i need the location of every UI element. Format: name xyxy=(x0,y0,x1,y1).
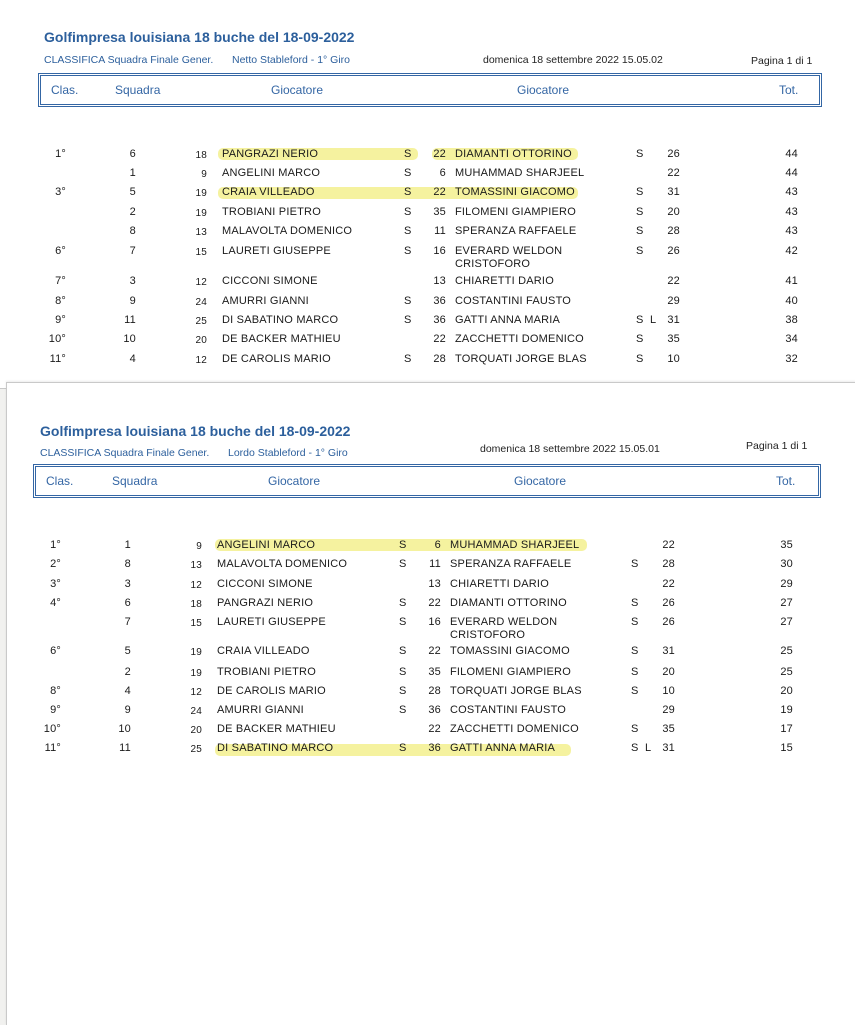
team-cell: 11 xyxy=(124,314,136,326)
total-cell: 17 xyxy=(780,723,793,735)
flag-cell: S xyxy=(399,539,407,551)
handicap-cell: 22 xyxy=(433,333,446,345)
rank-cell: 9° xyxy=(55,314,66,326)
player-name-cell: PANGRAZI NERIO xyxy=(222,148,319,160)
handicap-cell: 12 xyxy=(195,355,207,366)
flag-cell: S xyxy=(636,206,644,218)
points-cell: 31 xyxy=(667,314,680,326)
table-row xyxy=(0,578,850,596)
handicap-cell: 13 xyxy=(195,227,207,238)
handicap-cell: 28 xyxy=(433,353,446,365)
player-name-cell: COSTANTINI FAUSTO xyxy=(450,704,567,716)
player-name-cell: TORQUATI JORGE BLAS xyxy=(455,353,587,365)
handicap-cell: 19 xyxy=(195,208,207,219)
player-name-cell: TOMASSINI GIACOMO xyxy=(450,645,570,657)
player-name-cell: ZACCHETTI DOMENICO xyxy=(450,723,579,735)
points-cell: 10 xyxy=(662,685,675,697)
table-row xyxy=(0,723,850,741)
player-name-cell: DIAMANTI OTTORINO xyxy=(455,148,572,160)
flag-cell: S xyxy=(404,295,412,307)
netto-page-number: Pagina 1 di 1 xyxy=(751,55,813,67)
handicap-cell: 12 xyxy=(190,687,202,698)
col-total-header: Tot. xyxy=(779,83,799,97)
handicap-cell: 6 xyxy=(439,167,446,179)
points-cell: 26 xyxy=(667,245,680,257)
lordo-column-header xyxy=(33,464,821,498)
flag-cell: S xyxy=(404,353,412,365)
total-cell: 32 xyxy=(785,353,798,365)
flag-cell: S xyxy=(404,186,412,198)
total-cell: 34 xyxy=(785,333,798,345)
netto-classification-sheet xyxy=(0,0,855,389)
flag-cell: S xyxy=(399,558,407,570)
rank-cell: 6° xyxy=(50,645,61,657)
team-cell: 4 xyxy=(129,353,136,365)
flag-cell: S xyxy=(404,314,412,326)
rank-cell: 2° xyxy=(50,558,61,570)
player-name-cell: COSTANTINI FAUSTO xyxy=(455,295,572,307)
total-cell: 43 xyxy=(785,225,798,237)
points-cell: 31 xyxy=(662,742,675,754)
total-cell: 42 xyxy=(785,245,798,257)
col-player1-header: Giocatore xyxy=(268,474,321,488)
table-row xyxy=(0,333,855,351)
handicap-cell: 22 xyxy=(433,186,446,198)
total-cell: 44 xyxy=(785,167,798,179)
player-name-cell: GATTI ANNA MARIA xyxy=(455,314,561,326)
table-row xyxy=(0,225,855,243)
lordo-scoring-type: Lordo Stableford - 1° Giro xyxy=(228,447,348,459)
handicap-cell: 15 xyxy=(195,247,207,258)
points-cell: 22 xyxy=(667,275,680,287)
netto-column-header xyxy=(38,73,822,107)
player-name-cell: AMURRI GIANNI xyxy=(222,295,309,307)
player-name-cell: CRAIA VILLEADO xyxy=(222,186,315,198)
flag-cell: S xyxy=(631,616,639,628)
team-cell: 9 xyxy=(129,295,136,307)
team-cell: 5 xyxy=(129,186,136,198)
handicap-cell: 9 xyxy=(201,169,207,180)
total-cell: 25 xyxy=(780,645,793,657)
team-cell: 11 xyxy=(119,742,131,754)
player-name-cell: DE CAROLIS MARIO xyxy=(222,353,331,365)
rank-cell: 11° xyxy=(44,742,61,754)
col-player2-header: Giocatore xyxy=(517,83,570,97)
flag-cell: S xyxy=(404,245,412,257)
col-player1-header: Giocatore xyxy=(271,83,324,97)
handicap-cell: 12 xyxy=(195,277,207,288)
handicap-cell: 16 xyxy=(433,245,446,257)
player-name-cell: EVERARD WELDON CRISTOFORO xyxy=(450,616,558,641)
handicap-cell: 13 xyxy=(428,578,441,590)
points-cell: 31 xyxy=(667,186,680,198)
player-name-cell: LAURETI GIUSEPPE xyxy=(217,616,326,628)
rank-cell: 10° xyxy=(48,333,66,345)
col-rank-header: Clas. xyxy=(51,83,79,97)
total-cell: 25 xyxy=(780,666,793,678)
player-name-cell: ANGELINI MARCO xyxy=(222,167,321,179)
player-name-cell: TOMASSINI GIACOMO xyxy=(455,186,575,198)
table-row xyxy=(0,148,855,166)
points-cell: 35 xyxy=(662,723,675,735)
table-row xyxy=(0,558,850,576)
handicap-cell: 25 xyxy=(195,316,207,327)
total-cell: 38 xyxy=(785,314,798,326)
points-cell: 20 xyxy=(667,206,680,218)
table-row xyxy=(0,539,850,557)
flag-cell: S xyxy=(636,245,644,257)
table-row xyxy=(0,645,850,663)
total-cell: 41 xyxy=(785,275,798,287)
team-cell: 10 xyxy=(118,723,131,735)
handicap-cell: 13 xyxy=(433,275,446,287)
player-name-cell: CICCONI SIMONE xyxy=(217,578,313,590)
table-row xyxy=(0,295,855,313)
flag-cell: S xyxy=(399,616,407,628)
player-name-cell: CHIARETTI DARIO xyxy=(455,275,554,287)
handicap-cell: 13 xyxy=(190,560,202,571)
player-name-cell: EVERARD WELDON CRISTOFORO xyxy=(455,245,563,270)
total-cell: 15 xyxy=(780,742,793,754)
team-cell: 1 xyxy=(129,167,136,179)
player-name-cell: MALAVOLTA DOMENICO xyxy=(222,225,353,237)
netto-datetime: domenica 18 settembre 2022 15.05.02 xyxy=(483,54,663,66)
team-cell: 3 xyxy=(129,275,136,287)
player-name-cell: MUHAMMAD SHARJEEL xyxy=(455,167,585,179)
table-row xyxy=(0,275,855,293)
flag-cell: S xyxy=(399,742,407,754)
player-name-cell: DI SABATINO MARCO xyxy=(222,314,339,326)
total-cell: 27 xyxy=(780,616,793,628)
flag-cell: S xyxy=(404,206,412,218)
handicap-cell: 19 xyxy=(190,647,202,658)
lordo-page-number: Pagina 1 di 1 xyxy=(746,440,808,452)
flag-cell: S xyxy=(631,723,639,735)
team-cell: 7 xyxy=(124,616,131,628)
player-name-cell: AMURRI GIANNI xyxy=(217,704,304,716)
rank-cell: 3° xyxy=(50,578,61,590)
flag-cell: S xyxy=(399,704,407,716)
points-cell: 29 xyxy=(667,295,680,307)
handicap-cell: 11 xyxy=(434,225,446,237)
lordo-title: Golfimpresa louisiana 18 buche del 18-09-2022 xyxy=(40,423,351,439)
lady-flag-cell: L xyxy=(650,314,657,326)
team-cell: 2 xyxy=(124,666,131,678)
team-cell: 5 xyxy=(124,645,131,657)
points-cell: 29 xyxy=(662,704,675,716)
flag-cell: S xyxy=(636,225,644,237)
flag-cell: S xyxy=(636,314,644,326)
total-cell: 30 xyxy=(780,558,793,570)
lady-flag-cell: L xyxy=(645,742,652,754)
flag-cell: S xyxy=(631,645,639,657)
total-cell: 19 xyxy=(780,704,793,716)
table-row xyxy=(0,206,855,224)
flag-cell: S xyxy=(404,167,412,179)
player-name-cell: ZACCHETTI DOMENICO xyxy=(455,333,584,345)
table-row xyxy=(0,314,855,332)
player-name-cell: MALAVOLTA DOMENICO xyxy=(217,558,348,570)
netto-subtitle: CLASSIFICA Squadra Finale Gener. xyxy=(44,54,214,66)
handicap-cell: 36 xyxy=(428,742,441,754)
handicap-cell: 19 xyxy=(195,188,207,199)
handicap-cell: 6 xyxy=(434,539,441,551)
team-cell: 9 xyxy=(124,704,131,716)
handicap-cell: 19 xyxy=(190,668,202,679)
points-cell: 26 xyxy=(662,597,675,609)
player-name-cell: MUHAMMAD SHARJEEL xyxy=(450,539,580,551)
total-cell: 35 xyxy=(780,539,793,551)
rank-cell: 1° xyxy=(50,539,61,551)
table-row xyxy=(0,597,850,615)
handicap-cell: 9 xyxy=(196,541,202,552)
team-cell: 8 xyxy=(129,225,136,237)
player-name-cell: FILOMENI GIAMPIERO xyxy=(455,206,576,218)
player-name-cell: SPERANZA RAFFAELE xyxy=(450,558,572,570)
table-row xyxy=(0,616,850,641)
handicap-cell: 36 xyxy=(428,704,441,716)
total-cell: 27 xyxy=(780,597,793,609)
player-name-cell: FILOMENI GIAMPIERO xyxy=(450,666,571,678)
handicap-cell: 18 xyxy=(195,150,207,161)
handicap-cell: 22 xyxy=(428,723,441,735)
player-name-cell: ANGELINI MARCO xyxy=(217,539,316,551)
handicap-cell: 11 xyxy=(429,558,441,570)
team-cell: 6 xyxy=(124,597,131,609)
flag-cell: S xyxy=(636,333,644,345)
col-total-header: Tot. xyxy=(776,474,796,488)
flag-cell: S xyxy=(631,597,639,609)
flag-cell: S xyxy=(636,148,644,160)
flag-cell: S xyxy=(631,742,639,754)
team-cell: 1 xyxy=(124,539,131,551)
lordo-datetime: domenica 18 settembre 2022 15.05.01 xyxy=(480,443,660,455)
rank-cell: 4° xyxy=(50,597,61,609)
handicap-cell: 24 xyxy=(190,706,202,717)
player-name-cell: DIAMANTI OTTORINO xyxy=(450,597,567,609)
handicap-cell: 25 xyxy=(190,744,202,755)
handicap-cell: 22 xyxy=(428,645,441,657)
player-name-cell: SPERANZA RAFFAELE xyxy=(455,225,577,237)
points-cell: 10 xyxy=(667,353,680,365)
table-row xyxy=(0,704,850,722)
handicap-cell: 12 xyxy=(190,580,202,591)
flag-cell: S xyxy=(399,645,407,657)
col-team-header: Squadra xyxy=(112,474,158,488)
player-name-cell: PANGRAZI NERIO xyxy=(217,597,314,609)
handicap-cell: 22 xyxy=(428,597,441,609)
netto-scoring-type: Netto Stableford - 1° Giro xyxy=(232,54,351,66)
flag-cell: S xyxy=(404,148,412,160)
rank-cell: 8° xyxy=(50,685,61,697)
player-name-cell: LAURETI GIUSEPPE xyxy=(222,245,331,257)
team-cell: 8 xyxy=(124,558,131,570)
player-name-cell: TROBIANI PIETRO xyxy=(217,666,316,678)
team-cell: 2 xyxy=(129,206,136,218)
team-cell: 3 xyxy=(124,578,131,590)
handicap-cell: 36 xyxy=(433,314,446,326)
lordo-subtitle: CLASSIFICA Squadra Finale Gener. xyxy=(40,447,210,459)
points-cell: 28 xyxy=(667,225,680,237)
flag-cell: S xyxy=(631,558,639,570)
rank-cell: 1° xyxy=(55,148,66,160)
team-cell: 4 xyxy=(124,685,131,697)
table-row xyxy=(0,685,850,703)
table-row xyxy=(0,245,855,270)
player-name-cell: CRAIA VILLEADO xyxy=(217,645,310,657)
points-cell: 28 xyxy=(662,558,675,570)
total-cell: 44 xyxy=(785,148,798,160)
handicap-cell: 15 xyxy=(190,618,202,629)
flag-cell: S xyxy=(399,597,407,609)
handicap-cell: 35 xyxy=(433,206,446,218)
flag-cell: S xyxy=(636,353,644,365)
points-cell: 35 xyxy=(667,333,680,345)
handicap-cell: 24 xyxy=(195,297,207,308)
rank-cell: 11° xyxy=(49,353,66,365)
flag-cell: S xyxy=(404,225,412,237)
points-cell: 20 xyxy=(662,666,675,678)
rank-cell: 8° xyxy=(55,295,66,307)
flag-cell: S xyxy=(631,666,639,678)
player-name-cell: GATTI ANNA MARIA xyxy=(450,742,556,754)
table-row xyxy=(0,167,855,185)
col-team-header: Squadra xyxy=(115,83,161,97)
rank-cell: 6° xyxy=(55,245,66,257)
player-name-cell: TROBIANI PIETRO xyxy=(222,206,321,218)
player-name-cell: DE CAROLIS MARIO xyxy=(217,685,326,697)
points-cell: 22 xyxy=(662,578,675,590)
rank-cell: 7° xyxy=(55,275,66,287)
handicap-cell: 28 xyxy=(428,685,441,697)
points-cell: 22 xyxy=(662,539,675,551)
points-cell: 26 xyxy=(667,148,680,160)
total-cell: 40 xyxy=(785,295,798,307)
player-name-cell: DE BACKER MATHIEU xyxy=(217,723,336,735)
player-name-cell: DI SABATINO MARCO xyxy=(217,742,334,754)
handicap-cell: 18 xyxy=(190,599,202,610)
handicap-cell: 16 xyxy=(428,616,441,628)
lordo-classification-sheet xyxy=(6,382,855,1025)
total-cell: 20 xyxy=(780,685,793,697)
player-name-cell: CICCONI SIMONE xyxy=(222,275,318,287)
player-name-cell: DE BACKER MATHIEU xyxy=(222,333,341,345)
col-rank-header: Clas. xyxy=(46,474,74,488)
team-cell: 10 xyxy=(123,333,136,345)
handicap-cell: 20 xyxy=(195,335,207,346)
table-row xyxy=(0,186,855,204)
points-cell: 22 xyxy=(667,167,680,179)
handicap-cell: 36 xyxy=(433,295,446,307)
team-cell: 6 xyxy=(129,148,136,160)
table-row xyxy=(0,353,855,371)
handicap-cell: 22 xyxy=(433,148,446,160)
player-name-cell: TORQUATI JORGE BLAS xyxy=(450,685,582,697)
rank-cell: 9° xyxy=(50,704,61,716)
total-cell: 43 xyxy=(785,186,798,198)
col-player2-header: Giocatore xyxy=(514,474,567,488)
netto-title: Golfimpresa louisiana 18 buche del 18-09-2022 xyxy=(44,29,355,45)
handicap-cell: 35 xyxy=(428,666,441,678)
handicap-cell: 20 xyxy=(190,725,202,736)
points-cell: 26 xyxy=(662,616,675,628)
total-cell: 43 xyxy=(785,206,798,218)
flag-cell: S xyxy=(399,685,407,697)
table-row xyxy=(0,666,850,684)
flag-cell: S xyxy=(636,186,644,198)
rank-cell: 10° xyxy=(43,723,61,735)
rank-cell: 3° xyxy=(55,186,66,198)
flag-cell: S xyxy=(631,685,639,697)
table-row xyxy=(0,742,850,760)
points-cell: 31 xyxy=(662,645,675,657)
player-name-cell: CHIARETTI DARIO xyxy=(450,578,549,590)
total-cell: 29 xyxy=(780,578,793,590)
team-cell: 7 xyxy=(129,245,136,257)
flag-cell: S xyxy=(399,666,407,678)
